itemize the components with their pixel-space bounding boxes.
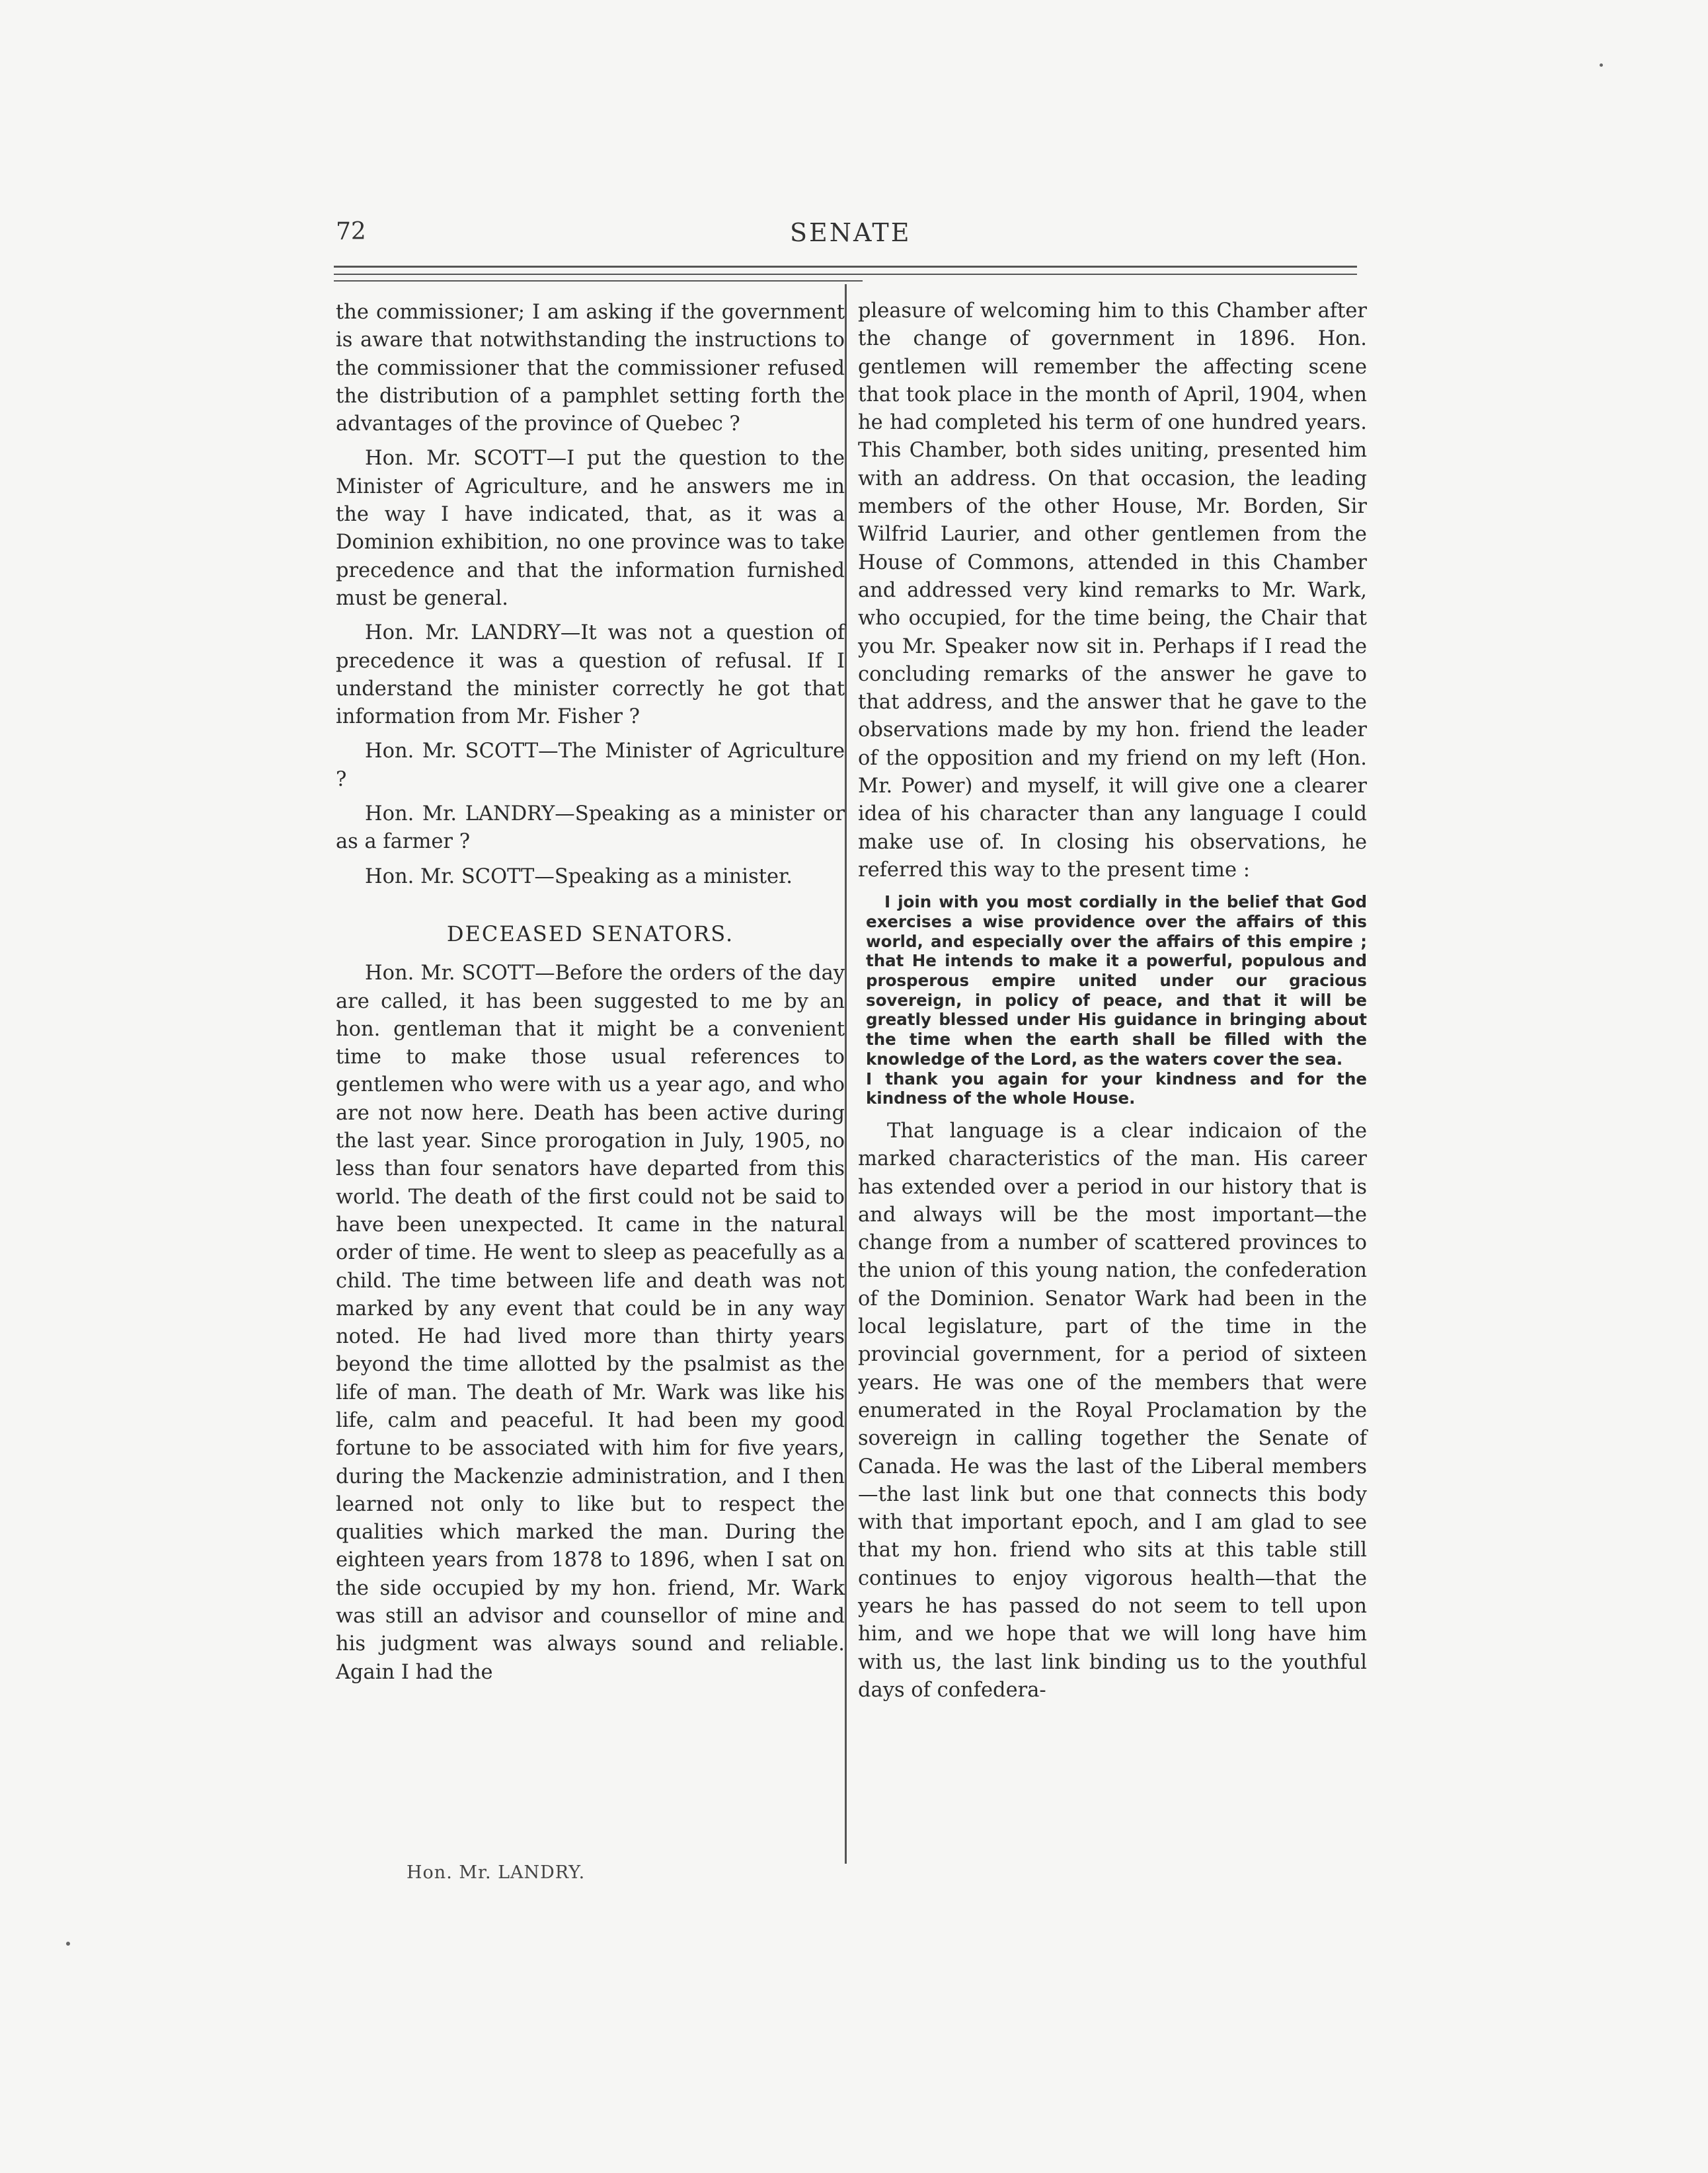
header-rule-bottom [334, 274, 1357, 275]
column-divider [845, 284, 847, 1864]
paragraph: Hon. Mr. LANDRY—It was not a question of precedence it was a question of refusal. If I understand the minister correctly he got that information from Mr. Fisher ? [336, 621, 845, 729]
paragraph: the commissioner; I am asking if the government is aware that notwithstanding the instructions to the commissioner that the commissioner refused the distribution of a pamphlet setting forth the advantages of the province of Quebec ? [336, 301, 845, 436]
paragraph: Hon. Mr. SCOTT—I put the question to the Minister of Agriculture, and he answers me in the way I have indicated, that, as it was a Dominion exhibition, no one province was to take precedence and that the information furnished must be general. [336, 447, 845, 610]
header-rule-short [334, 280, 863, 282]
right-column [858, 297, 1367, 1711]
paragraph: That language is a clear indicaion of the marked characteristics of the man. His career has extended over a period in our history that is and always will be the most important—the change from a number of scattered provinces to the union of this young nation, the confederation of the Dominion. Senator Wark had been in the local legislature, part of the time in the provincial government, for a period of sixteen years. He was one of the members that were enumerated in the Royal Proclamation by the sovereign in calling together the Senate of Canada. He was the last of the Liberal members—the last link but one that connects this body with that important epoch, and I am glad to see that my hon. friend who sits at this table still continues to enjoy vigorous health—that the years he has passed do not seem to tell upon him, and we hope that we will long have him with us, the last link binding us to the youthful days of confedera- [858, 1119, 1367, 1702]
page-number: 72 [336, 218, 366, 245]
paragraph: pleasure of welcoming him to this Chamber after the change of government in 1896. Hon. gentlemen will remember the affecting scene that took place in the month of April, 1904, when he had completed his term of one hundred years. This Chamber, both sides uniting, presented him with an address. On that occasion, the leading members of the other House, Mr. Borden, Sir Wilfrid Laurier, and other gentlemen from the House of Commons, attended in this Chamber and addressed very kind remarks to Mr. Wark, who occupied, for the time being, the Chair that you Mr. Speaker now sit in. Perhaps if I read the concluding remarks of the answer he gave to that address, and the answer that he gave to the observations made by my hon. friend the leader of the opposition and my friend on my left (Hon. Mr. Power) and myself, it will give one a clearer idea of his character than any language I could make use of. In closing his observations, he referred this way to the present time : [858, 299, 1367, 882]
left-column [336, 299, 845, 1693]
block-quote [866, 892, 1367, 1108]
quote-paragraph: I join with you most cordially in the belief that God exercises a wise providence over the affairs of this world, and especially over the affairs of this empire ; that He intends to make it a powerful, populous and prosperous empire united under our gracious sovereign, in policy of peace, and that it will be greatly blessed under His guidance in bringing about the time when the earth shall be filled with the knowledge of the Lord, as the waters cover the sea. [866, 892, 1367, 1069]
paragraph: Hon. Mr. LANDRY—Speaking as a minister or as a farmer ? [336, 802, 845, 854]
scan-speck [66, 1942, 70, 1946]
running-head: SENATE [790, 218, 912, 247]
paragraph: Hon. Mr. SCOTT—The Minister of Agriculture ? [336, 740, 845, 791]
footer-speaker-name: Hon. Mr. LANDRY. [407, 1862, 586, 1883]
scan-speck [1600, 63, 1603, 67]
quote-paragraph: I thank you again for your kindness and for the kindness of the whole House. [866, 1069, 1367, 1108]
section-heading: DECEASED SENATORS. [446, 921, 734, 946]
paragraph: Hon. Mr. SCOTT—Speaking as a minister. [365, 864, 793, 888]
header-rule-top [334, 266, 1357, 268]
paragraph: Hon. Mr. SCOTT—Before the orders of the day are called, it has been suggested to me by an hon. gentleman that it might be a convenient time to make those usual references to gentlemen who were with us a year ago, and who are not now here. Death has been active during the last year. Since prorogation in July, 1905, no less than four senators have departed from this world. The death of the first could not be said to have been unexpected. It came in the natural order of time. He went to sleep as peacefully as a child. The time between life and death was not marked by any event that could be in any way noted. He had lived more than thirty years beyond the time allotted by the psalmist as the life of man. The death of Mr. Wark was like his life, calm and peaceful. It had been my good fortune to be associated with him for five years, during the Mackenzie administration, and I then learned not only to like but to respect the qualities which marked the man. During the eighteen years from 1878 to 1896, when I sat on the side occupied by my hon. friend, Mr. Wark was still an advisor and counsellor of mine and his judgment was always sound and reliable. Again I had the [336, 962, 845, 1684]
